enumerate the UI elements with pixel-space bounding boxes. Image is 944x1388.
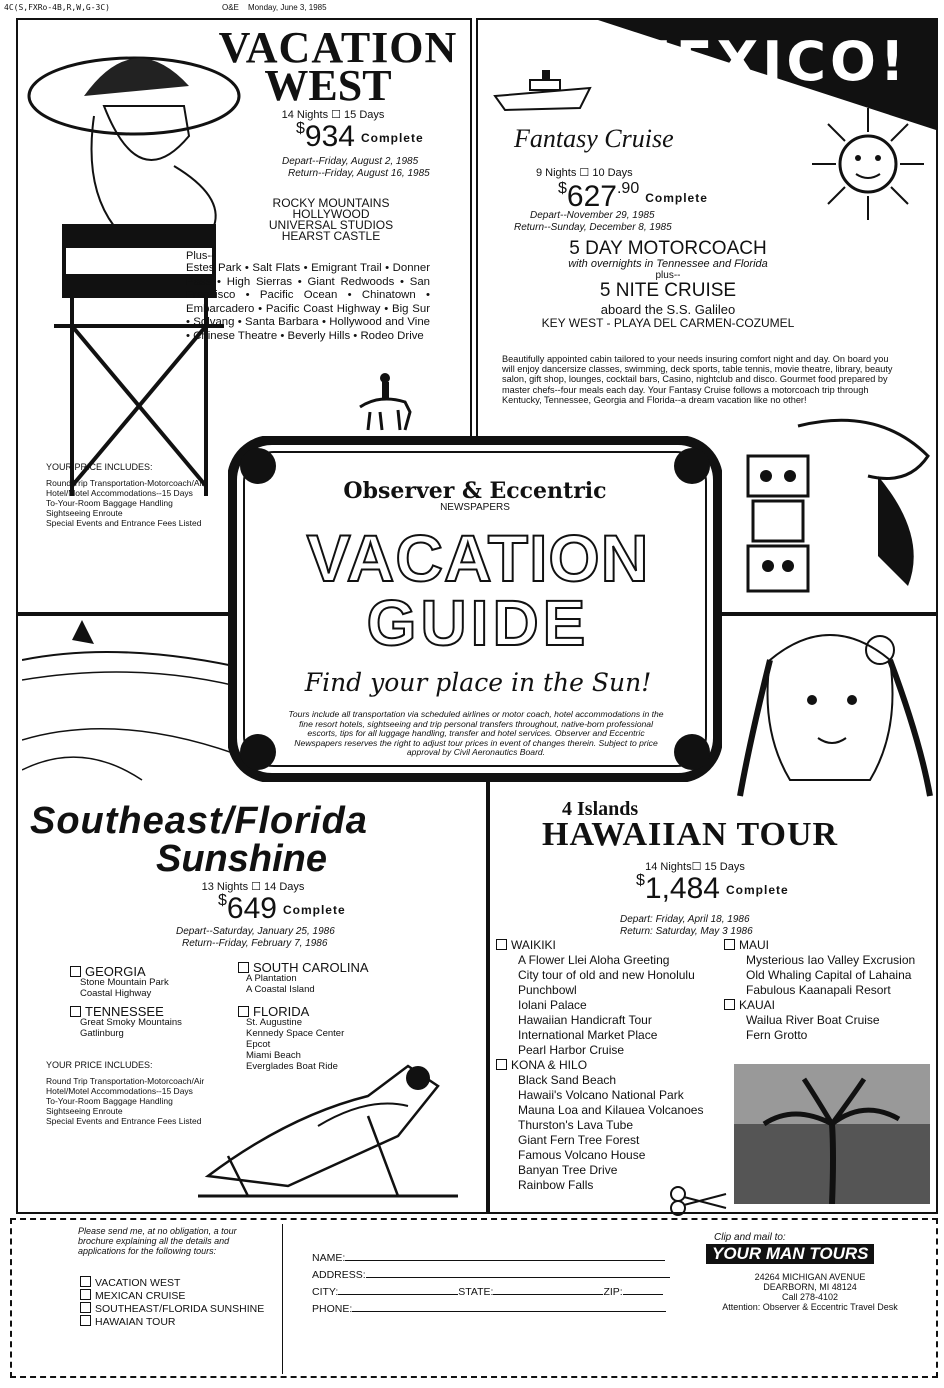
- west-highlight: HOLLYWOOD: [292, 207, 370, 221]
- toucan-totem-illustration: [728, 416, 938, 606]
- florida-title-line1: Southeast/Florida: [30, 800, 368, 842]
- georgia-section: [70, 966, 169, 999]
- west-depart: Depart--Friday, August 2, 1985: [282, 156, 419, 167]
- tour-option-florida[interactable]: [80, 1302, 264, 1315]
- west-includes-list: [46, 478, 204, 528]
- hawaii-title-line1: 4 Islands: [562, 798, 639, 820]
- company-logo: YOUR MAN TOURS: [706, 1244, 874, 1264]
- florida-complete: Complete: [282, 903, 346, 918]
- kona-item: Hawaii's Volcano National Park: [518, 1088, 684, 1102]
- center-disclaimer: Tours include all transportation via scheduled airlines or motor coach, hotel accommodations in the fine resort hotels, sightseeing and trip personal transfers throughout, native-born professional escorts, tips for all luggage handling, transfer and hotel services. Observer and Eccentric Newspapers reserves the right to adjust tour prices in event of changes therein. Subject to price approval by Civil Aeronautics Board.: [288, 709, 664, 758]
- mexico-subtitle: Fantasy Cruise: [514, 124, 674, 153]
- sunbather-illustration: [168, 1056, 468, 1206]
- tour-checklist: [80, 1276, 264, 1328]
- mexico-cruise: 5 NITE CRUISE: [599, 280, 737, 301]
- maui-label: MAUI: [739, 938, 769, 952]
- kona-item: Giant Fern Tree Forest: [518, 1133, 640, 1147]
- horse-rider-icon: [350, 372, 420, 432]
- west-title-line2: WEST: [264, 61, 392, 110]
- waikiki-item: Hawaiian Handicraft Tour: [518, 1013, 652, 1027]
- guide-word: GUIDE: [366, 587, 590, 659]
- kona-item: Thurston's Lava Tube: [518, 1118, 634, 1132]
- florida-return: Return--Friday, February 7, 1986: [182, 938, 328, 949]
- hawaii-return: Return: Saturday, May 3 1986: [620, 926, 753, 937]
- mexico-price: $^{\$}627^{.90}Complete$: [558, 180, 708, 213]
- waikiki-section: [496, 938, 703, 1193]
- florida-title-line2: Sunshine: [156, 838, 328, 880]
- hawaii-price-value: 1,484: [644, 872, 720, 905]
- kona-label: KONA & HILO: [511, 1058, 588, 1072]
- name-label: NAME:: [312, 1252, 346, 1264]
- sc-heading: [238, 962, 369, 973]
- kona-item: Banyan Tree Drive: [518, 1163, 618, 1177]
- state-label: STATE:: [458, 1286, 494, 1298]
- west-title-line1: VACATION: [218, 23, 458, 72]
- tour-option-hawaii[interactable]: [80, 1315, 264, 1328]
- waikiki-item: Punchbowl: [518, 983, 577, 997]
- west-extras: Estes Park • Salt Flats • Emigrant Trail • Donner Pass • High Sierras • Giant Redwoods • San Francisco • Pacific Ocean • Chinatown • Embarcadero • Pacific Coast Highway • Big Sur • Solvang • Santa Barbara • Hollywood and Vine • Chinese Theatre • Beverly Hills • Rodeo Drive: [186, 262, 430, 342]
- scissors-icon: [668, 1186, 728, 1216]
- georgia-item: Stone Mountain Park: [80, 977, 169, 988]
- sun-icon: [808, 104, 928, 224]
- kona-item: Black Sand Beach: [518, 1073, 617, 1087]
- checkbox-icon: [496, 939, 507, 950]
- fl-item: Kennedy Space Center: [246, 1028, 345, 1039]
- coupon-intro: Please send me, at no obligation, a tour brochure explaining all the details and applications for the following tours:: [78, 1226, 237, 1256]
- tour-option-label: VACATION WEST: [95, 1277, 181, 1289]
- mexico-plus: plus--: [655, 270, 681, 281]
- tour-option-label: HAWAIAN TOUR: [95, 1316, 176, 1328]
- mexico-title: MEXICO!: [618, 30, 909, 93]
- include-item: Special Events and Entrance Fees Listed: [46, 518, 202, 528]
- tennessee-heading: [70, 1006, 182, 1017]
- mexico-description: Beautifully appointed cabin tailored to your needs insuring comfort night and day. On board you will enjoy dancersize classes, swimming, deck sports, table tennis, movie theatre, library, beauty salon, gift shop, lounges, cocktail bars, Casino, nightclub and disco. Gourmet food prepared by master chefs--four meals each day. Your Fantasy Cruise follows a motorcoach trip through Kentucky, Tennessee, Georgia and Florida--a dream vacation like no other!: [502, 354, 893, 405]
- west-highlight: UNIVERSAL STUDIOS: [268, 218, 394, 232]
- checkbox-icon: [238, 962, 249, 973]
- tennessee-item: Great Smoky Mountains: [80, 1017, 182, 1028]
- address-field[interactable]: [366, 1277, 670, 1278]
- company-address: [690, 1272, 930, 1312]
- state-field[interactable]: [493, 1294, 603, 1295]
- kauai-heading: [724, 998, 915, 1013]
- name-field[interactable]: [345, 1260, 665, 1261]
- coupon-divider: [282, 1224, 283, 1374]
- mexico-motorcoach: 5 DAY MOTORCOACH: [569, 238, 767, 259]
- maui-heading: [724, 938, 915, 953]
- west-highlight: ROCKY MOUNTAINS: [272, 196, 390, 210]
- include-item: Round Trip Transportation-Motorcoach/Air: [46, 1076, 205, 1086]
- tour-option-label: MEXICAN CRUISE: [95, 1290, 186, 1302]
- west-price-value: 934: [304, 120, 355, 153]
- kona-item: Famous Volcano House: [518, 1148, 646, 1162]
- florida-includes-title: YOUR PRICE INCLUDES:: [46, 1060, 153, 1070]
- hawaii-duration: 14 Nights☐ 15 Days: [645, 861, 745, 873]
- waikiki-item: International Market Place: [518, 1028, 658, 1042]
- phone-number: Call 278-4102: [781, 1292, 839, 1302]
- checkbox-icon[interactable]: [80, 1302, 91, 1313]
- west-highlight: HEARST CASTLE: [281, 229, 381, 243]
- phone-field[interactable]: [352, 1311, 666, 1312]
- tour-option-west[interactable]: [80, 1276, 264, 1289]
- waikiki-item: A Flower Llei Aloha Greeting: [518, 953, 670, 967]
- checkbox-icon[interactable]: [80, 1276, 91, 1287]
- tennessee-label: TENNESSEE: [85, 1004, 164, 1019]
- checkbox-icon[interactable]: [80, 1315, 91, 1326]
- florida-price: $649 Complete: [218, 892, 346, 925]
- florida-depart: Depart--Saturday, January 25, 1986: [176, 926, 335, 937]
- waikiki-item: Iolani Palace: [518, 998, 587, 1012]
- fl-item: Everglades Boat Ride: [246, 1061, 338, 1072]
- hawaii-complete: Complete: [725, 883, 789, 898]
- checkbox-icon: [724, 999, 735, 1010]
- city-state: DEARBORN, MI 48124: [763, 1282, 857, 1292]
- waikiki-heading: [496, 938, 703, 953]
- city-field[interactable]: [338, 1294, 458, 1295]
- maui-item: Old Whaling Capital of Lahaina: [746, 968, 912, 982]
- paper-name: O&E: [222, 3, 239, 12]
- checkbox-icon: [70, 1006, 81, 1017]
- tagline: Find your place in the Sun!: [304, 668, 652, 697]
- maui-item: Mysterious Iao Valley Excrusion: [746, 953, 916, 967]
- phone-label: PHONE:: [312, 1303, 353, 1315]
- street: 24264 MICHIGAN AVENUE: [754, 1272, 866, 1282]
- address-form: [312, 1250, 670, 1318]
- include-item: Round Trip Transportation-Motorcoach/Air: [46, 478, 205, 488]
- maui-section: [724, 938, 915, 1043]
- west-complete: Complete: [360, 131, 424, 146]
- zip-field[interactable]: [623, 1294, 663, 1295]
- hawaii-title-line2: HAWAIIAN TOUR: [542, 816, 839, 853]
- tour-option-mexico[interactable]: [80, 1289, 264, 1302]
- checkbox-icon[interactable]: [80, 1289, 91, 1300]
- west-duration: 14 Nights ☐ 15 Days: [281, 109, 385, 121]
- hawaii-depart: Depart: Friday, April 18, 1986: [620, 914, 750, 925]
- florida-price-value: 649: [226, 892, 277, 925]
- south-carolina-section: [238, 962, 369, 995]
- include-item: To-Your-Room Baggage Handling: [46, 1096, 173, 1106]
- west-includes-title: YOUR PRICE INCLUDES:: [46, 462, 153, 472]
- checkbox-icon: [496, 1059, 507, 1070]
- fl-heading: [238, 1006, 344, 1017]
- hawaii-price: $1,484 Complete: [636, 872, 789, 905]
- kauai-label: KAUAI: [739, 998, 776, 1012]
- fl-label: FLORIDA: [253, 1004, 310, 1019]
- mexico-depart: Depart--November 29, 1985: [530, 210, 655, 221]
- waikiki-label: WAIKIKI: [511, 938, 556, 952]
- kauai-item: Fern Grotto: [746, 1028, 808, 1042]
- fl-item: Miami Beach: [246, 1050, 301, 1061]
- issue-date: Monday, June 3, 1985: [248, 3, 327, 12]
- maui-item: Fabulous Kaanapali Resort: [746, 983, 891, 997]
- georgia-heading: [70, 966, 169, 977]
- palm-tree-photo: [734, 1064, 930, 1204]
- florida-duration: 13 Nights ☐ 14 Days: [201, 881, 305, 893]
- mexico-price-dollars: 627: [566, 180, 617, 213]
- west-plus: Plus--: [186, 250, 215, 262]
- include-item: Sightseeing Enroute: [46, 1106, 123, 1116]
- include-item: Hotel/Motel Accommodations--15 Days: [46, 1086, 193, 1096]
- masthead-newspapers: NEWSPAPERS: [440, 502, 510, 513]
- include-item: Sightseeing Enroute: [46, 508, 123, 518]
- vacation-word: VACATION: [306, 521, 650, 595]
- sc-item: A Coastal Island: [246, 984, 315, 995]
- include-item: Special Events and Entrance Fees Listed: [46, 1116, 202, 1126]
- hawaiian-woman-illustration: [730, 620, 934, 800]
- fl-item: Epcot: [246, 1039, 271, 1050]
- masthead-title: Observer & Eccentric: [343, 478, 607, 504]
- georgia-item: Coastal Highway: [80, 988, 152, 999]
- mexico-overnights: with overnights in Tennessee and Florida: [568, 258, 768, 270]
- west-highlights: [246, 198, 416, 242]
- sc-item: A Plantation: [246, 973, 297, 984]
- mexico-complete: Complete: [645, 191, 708, 206]
- address-label: ADDRESS:: [312, 1269, 366, 1281]
- sailboat-beach-illustration: [22, 620, 252, 790]
- cruise-ship-icon: [490, 66, 600, 116]
- tour-option-label: SOUTHEAST/FLORIDA SUNSHINE: [95, 1303, 265, 1315]
- waikiki-item: Pearl Harbor Cruise: [518, 1043, 625, 1057]
- fl-item: St. Augustine: [246, 1017, 302, 1028]
- sc-label: SOUTH CAROLINA: [253, 960, 369, 975]
- center-masthead-frame: [228, 436, 722, 782]
- west-return: Return--Friday, August 16, 1985: [288, 168, 430, 179]
- city-label: CITY:: [312, 1286, 339, 1298]
- kona-heading: [496, 1058, 703, 1073]
- checkbox-icon: [238, 1006, 249, 1017]
- mexico-price-cents: .90: [616, 180, 640, 197]
- georgia-label: GEORGIA: [85, 964, 146, 979]
- checkbox-icon: [70, 966, 81, 977]
- attention: Attention: Observer & Eccentric Travel Desk: [722, 1302, 898, 1312]
- include-item: To-Your-Room Baggage Handling: [46, 498, 173, 508]
- mexico-aboard: aboard the S.S. Galileo: [600, 302, 736, 317]
- west-price: $934 Complete: [296, 120, 424, 153]
- kona-item: Mauna Loa and Kilauea Volcanoes: [518, 1103, 704, 1117]
- kauai-item: Wailua River Boat Cruise: [746, 1013, 880, 1027]
- waikiki-item: City tour of old and new Honolulu: [518, 968, 695, 982]
- include-item: Hotel/Motel Accommodations--15 Days: [46, 488, 193, 498]
- mexico-ports: KEY WEST - PLAYA DEL CARMEN-COZUMEL: [541, 316, 795, 330]
- mexico-duration: 9 Nights ☐ 10 Days: [536, 167, 633, 179]
- mexico-return: Return--Sunday, December 8, 1985: [514, 222, 672, 233]
- checkbox-icon: [724, 939, 735, 950]
- edition-code: 4C(S,FXRo-4B,R,W,G-3C): [4, 3, 110, 12]
- kona-item: Rainbow Falls: [518, 1178, 594, 1192]
- clip-and-mail: Clip and mail to:: [714, 1232, 786, 1243]
- tennessee-item: Gatlinburg: [80, 1028, 124, 1039]
- tennessee-section: [70, 1006, 182, 1039]
- zip-label: ZIP:: [603, 1286, 623, 1298]
